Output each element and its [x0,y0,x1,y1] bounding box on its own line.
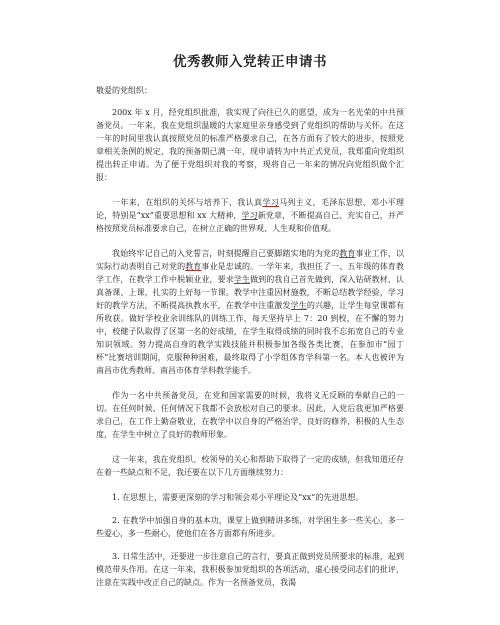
text-segment: 马列主义，毛泽东思想、邓小平理论，特别是“xx”重要思想和 xx 大精神， [96,198,405,220]
text-segment: 事业是忠诚的。一学年来，我担任了一、五年级的体育教学工作，在教学工作中脱颖业业，要求 [96,262,405,284]
text-segment: 3. 日常生活中，还要进一步注意自己的言行，要真正做到党员所要求的标准，起到模范带头作用。在这一年来，我积极参加党组织的各项活动，虚心接受同志们的批评，注意在实践中改正自己的缺点。作为一名预备党员，我渴 [96,552,404,587]
text-segment: 2. 在教学中加强自身的基本功，课堂上做到精讲多练，对学困生多一些关心，多一些爱心，多一些耐心，使他们在各方面都有所进步。 [96,516,404,538]
document-body [96,106,404,589]
paragraph [96,514,404,540]
paragraph [96,106,404,184]
paragraph [96,196,404,235]
paragraph [96,491,404,504]
greeting: 敬爱的党组织： [96,86,152,95]
text-segment: 1. 在思想上，需要更深刻的学习和领会邓小平理论及“xx”的先进思想。 [112,493,364,502]
highlighted-term: 学习 [241,211,258,220]
text-segment: 作为一名中共预备党员，在党和国家需要的时候，我将义无反顾的奉献自己的一切。在任何时候、任何情况下我都不会放松对自己的要求。因此，入党后我更加严格要求自己，在工作上勤奋敬业，在教学中以自身的严格治学，良好的修养，积极的人生态度，在学生中树立了良好的教师形象。 [96,391,404,439]
paragraph [96,389,404,441]
text-segment: 新党章，不断提高自己、充实自己，并严格按照党员标准要求自己，在树立正确的世界观、人生观和价值观。 [96,211,405,233]
paragraph [96,550,404,589]
highlighted-term: 学习 [262,198,280,207]
text-segment: 事业工作，以实际行动表明自己对党的 [96,249,405,271]
text-segment: 这一年来，我在党组织、校领导的关心和帮助下取得了一定的成绩，但我知道还存在着一些缺点和不足，我还要在以下几方面继续努力： [96,455,404,477]
document-title: 优秀教师入党转正申请书 [173,54,327,70]
paragraph [96,453,404,479]
highlighted-term: 学生 [290,301,307,310]
highlighted-term: 教育 [339,249,356,258]
highlighted-term: 教育 [185,262,202,271]
paragraph [96,247,404,377]
text-segment: 做到的我自己首先做到，深入钻研教材，认真备课、上课，扎实的上好每一节课。教学中注重因材施教，不断总结教学经验，学习好的教学方法，不断提高执教水平，在教学中注重激发 [96,275,405,310]
text-segment: 一年来，在组织的关怀与培养下，我认真 [112,198,263,207]
highlighted-term: 学生 [233,275,251,284]
text-segment: 我始终牢记自己的入党誓言，时刻提醒自己要脚踏实地的为党的 [112,249,340,258]
text-segment: 200x 年 x 月，经党组织批准，我实现了向往已久的愿望，成为一名光荣的中共预备党员。一年来，我在党组织温暖的大家庭里亲身感受到了党组织的帮助与关怀。在这一年的时间里我认真按照党员的标准严格要求自己，在各方面有了较大的进步，按照党章相关条例的规定，我的预备期已满一年，现申请转为中共正式党员，我郑重向党组织提出转正申请。为了便于党组织对我的考察，现将自己一年来的情况向党组织做个汇报： [96,108,404,182]
text-segment: 的兴趣，让学生每堂课都有所收获。做好学校业余训练队的训练工作，每天坚持早上 7：20 到校，在不懈的努力中，校健子队取得了区第一名的好成绩，在学生取得成绩的同时我不忘拓宽自己的专业知识领域。努力提高自身的教学实践技能并积极参加各级各类比赛，在参加市“园丁杯”比赛培训期间，克服种种困难，最终取得了小学组体育学科第一名。本人也被评为南昌市优秀教师、南昌市体育学科教学能手。 [96,301,405,375]
